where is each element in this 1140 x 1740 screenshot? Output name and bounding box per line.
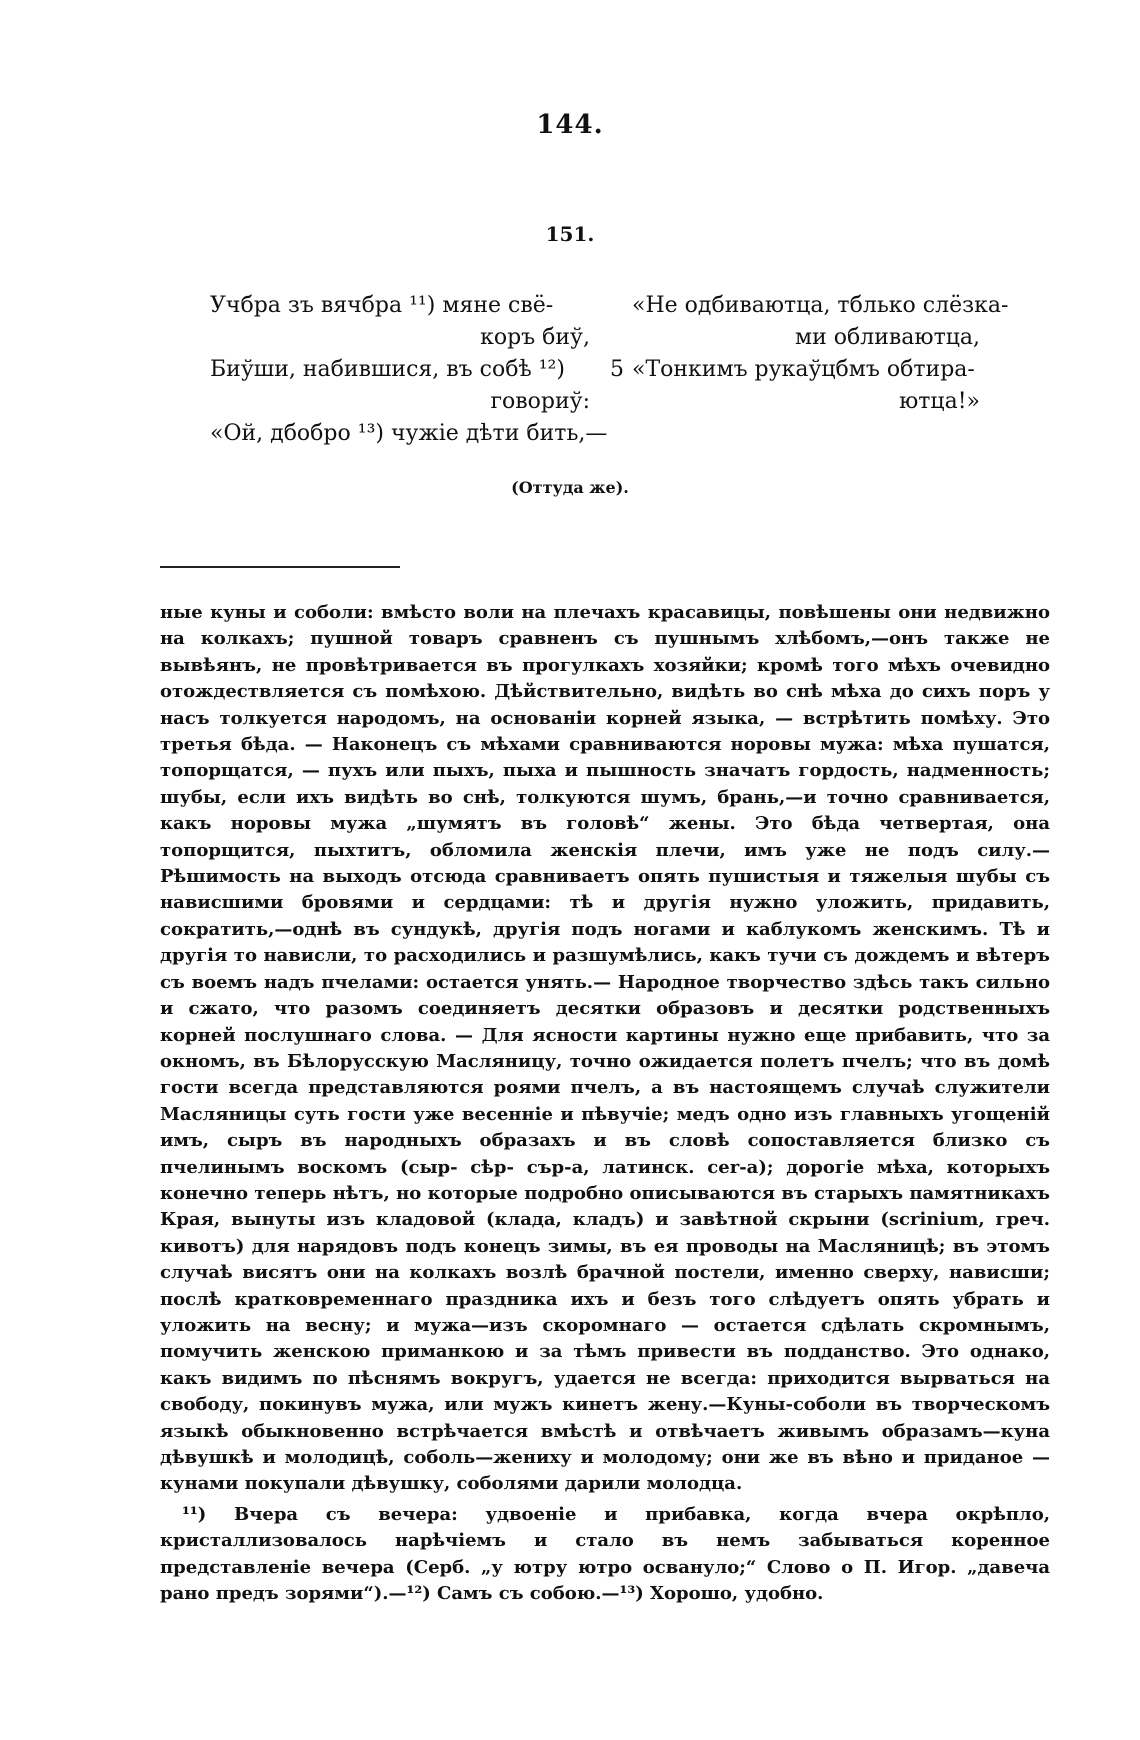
commentary-body: ные куны и соболи: вмѣсто воли на плечахъ красавицы, повѣшены они недвижно на колкахъ; пушной товаръ сравненъ съ пушнымъ хлѣбомъ,—онъ также не вывѣянъ, не провѣтривается въ прогулкахъ хозяйки; кромѣ того мѣхъ очевидно отождествляется съ помѣхою. Дѣйствительно, видѣть во снѣ мѣха до сихъ поръ у насъ толкуется народомъ, на основаніи корней языка, — встрѣтить помѣху. Это третья бѣда. — Наконецъ съ мѣхами сравниваются норовы мужа: мѣха пушатся, топорщатся, — пухъ или пыхъ, пыха и пышность значатъ гордость, надменность; шубы, если ихъ видѣть во снѣ, толкуются шумъ, брань,—и точно сравнивается, какъ норовы мужа „шумятъ въ головѣ“ жены. Это бѣда четвертая, она топорщится, пыхтитъ, обломила женскія плечи, имъ уже не подъ силу.— Рѣшимость на выходъ отсюда сравниваетъ опять пушистыя и тяжелыя шубы съ нависшими бровями и сердцами: тѣ и другія нужно уложить, придавить, сократить,—однѣ въ сундукѣ, другія подъ ногами и каблукомъ женскимъ. Тѣ и другія то нависли, то расходились и разшумѣлись, какъ тучи съ дождемъ и вѣтеръ съ воемъ надъ пчелами: остается унять.— Народное творчество здѣсь такъ сильно и сжато, что разомъ соединяетъ десятки образовъ и десятки родственныхъ корней послушнаго слова. — Для ясности картины нужно еще прибавить, что за окномъ, въ Бѣлорусскую Масляницу, точно ожидается полетъ пчелъ; что въ домѣ гости всегда представляются роями пчелъ, а въ настоящемъ случаѣ служители Масляницы суть гости уже весенніе и пѣвучіе; медъ одно изъ главныхъ угощеній имъ, сыръ въ народныхъ образахъ и въ словѣ сопоставляется близко съ пчелинымъ воскомъ (сыр- сѣр- сър-а, латинск. cer-a); дорогіе мѣха, которыхъ конечно теперь нѣтъ, но которые подробно описываются въ старыхъ памятникахъ Края, вынуты изъ кладовой (клада, кладъ) и завѣтной скрыни (scrinium, греч. кивотъ) для нарядовъ подъ конецъ зимы, въ ея проводы на Масляницѣ; въ этомъ случаѣ висятъ они на колкахъ возлѣ брачной постели, именно сверху, нависши; послѣ кратковременнаго праздника ихъ и безъ того слѣдуетъ опять убрать и уложить на весну; и мужа—изъ скоромнаго — остается сдѣлать скромнымъ, помучить женскою приманкою и за тѣмъ привести въ подданство. Это однако, какъ видимъ по пѣснямъ вокругъ, удается не всегда: приходится вырваться на свободу, покинувъ мужа, или мужъ кинетъ жену.—Куны-соболи въ творческомъ языкѣ обыкновенно встрѣчается вмѣстѣ и отвѣчаетъ живымъ образамъ—куна дѣвушкѣ и молодицѣ, соболь—жениху и молодому; они же въ вѣно и приданое — кунами покупали дѣвушку, соболями дарили молодца. — [160, 602, 1050, 1495]
verse-line-number: 5 — [610, 357, 624, 382]
verse-line — [610, 354, 980, 386]
verse-line-text: «Не одбиваютца, тблько слёзка- — [632, 293, 1009, 318]
verse-line-text: «Тонкимъ рукаўцбмъ обтира- — [632, 357, 975, 382]
footnote-text: ¹¹) Вчера съ вечера: удвоеніе и прибавка, когда вчера окрѣпло, кристаллизовалось нарѣчіемъ и стало въ немъ забываться коренное представленіе вечера (Серб. „у ютру ютро освануло;“ Слово о П. Игор. „давеча рано предъ зорями“).—¹²) Самъ съ собою.—¹³) Хорошо, удобно. — [160, 1503, 1050, 1605]
verse-line — [610, 322, 980, 354]
verse-line: Учбра зъ вячбра ¹¹) мяне свё- — [210, 293, 554, 318]
verse-line — [610, 290, 1009, 322]
verse-line: коръ биў, — [480, 325, 590, 350]
source-attribution: (Оттуда же). — [511, 478, 629, 497]
page-number: 144. — [536, 110, 604, 140]
verse-line-text: ютца!» — [899, 389, 980, 414]
verse-right-column — [610, 290, 1009, 418]
verse-line: говориў: — [490, 389, 590, 414]
verse-line: Биўши, набившися, въ собѣ ¹²) — [210, 357, 565, 382]
commentary — [160, 600, 1050, 1607]
footnote-divider — [160, 566, 400, 568]
verse-line-text: ми обливаютца, — [795, 325, 980, 350]
verse-line — [610, 386, 980, 418]
verse-line: «Ой, дбобро ¹³) чужіе дѣти бить,— — [210, 421, 608, 446]
verse-left-column — [210, 290, 608, 450]
song-number: 151. — [545, 222, 595, 246]
